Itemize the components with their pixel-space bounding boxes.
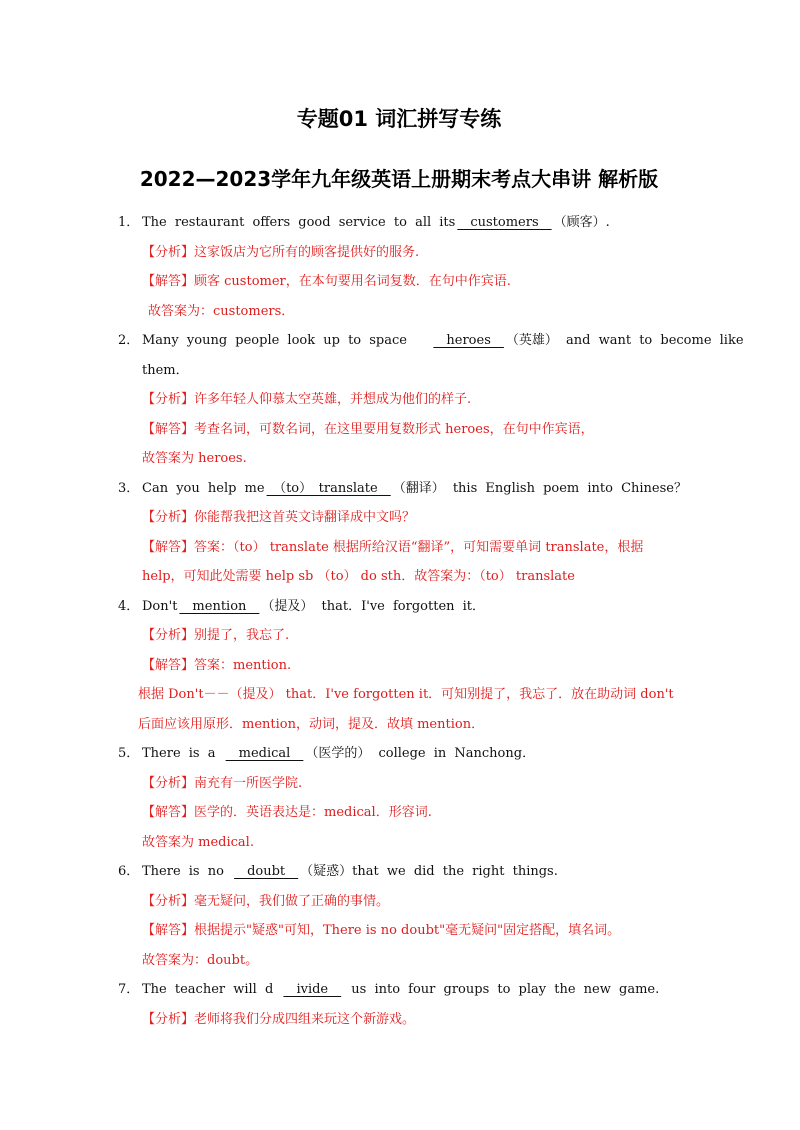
question-text: Can you help me — [142, 480, 265, 496]
analysis-7: 【分析】老师将我们分成四组来玩这个新游戏。 — [142, 1011, 416, 1027]
question-hint: （英雄） and want to become like — [505, 333, 744, 348]
question-number: 4． — [118, 598, 140, 614]
answer-blank: （to） translate — [266, 480, 391, 496]
question-1 — [118, 208, 680, 238]
question-hint: （顾客）. — [553, 215, 610, 230]
question-hint: （医学的） college in Nanchong． — [305, 746, 536, 761]
answer-4-explanation: 根据 Don't－－（提及） that．I've forgotten it．可知别提了，我忘了．放在助动词 don't — [138, 687, 674, 702]
answer-blank: customers — [457, 215, 552, 230]
answer-blank: doubt — [234, 864, 299, 879]
answer-blank: heroes — [433, 333, 504, 348]
final-answer-5: 故答案为 medical. — [142, 834, 254, 850]
answer-1: 【解答】顾客 customer，在本句要用名词复数．在句中作宾语. — [142, 274, 511, 289]
question-text: Many young people look up to space — [142, 333, 407, 348]
answer-blank: mention — [179, 598, 260, 614]
page-title: 专题01 词汇拼写专练 — [296, 107, 502, 131]
page-subtitle: 2022—2023学年九年级英语上册期末考点大串讲 解析版 — [139, 167, 659, 191]
analysis-3: 【分析】你能帮我把这首英文诗翻译成中文吗？ — [142, 510, 416, 525]
final-answer-2: 故答案为 heroes. — [142, 451, 247, 466]
question-hint: us into four groups to play the new game. — [351, 982, 660, 997]
question-number: 1． — [118, 215, 140, 230]
final-answer-1: 故答案为：customers． — [148, 303, 295, 319]
question-number: 5． — [118, 746, 140, 761]
question-4 — [118, 592, 680, 622]
question-text: There is no — [142, 864, 224, 879]
question-number: 6． — [118, 864, 140, 879]
answer-2: 【解答】考查名词，可数名词，在这里要用复数形式 heroes，在句中作宾语， — [142, 421, 594, 437]
question-text: The teacher will d — [142, 982, 274, 997]
analysis-1: 【分析】这家饭店为它所有的顾客提供好的服务. — [142, 244, 420, 260]
question-number: 3． — [118, 480, 140, 496]
analysis-4: 【分析】别提了，我忘了. — [142, 628, 290, 643]
question-6 — [118, 857, 680, 887]
analysis-5: 【分析】南充有一所医学院. — [142, 775, 303, 791]
analysis-2: 【分析】许多年轻人仰慕太空英雄，并想成为他们的样子. — [142, 392, 472, 407]
answer-6: 【解答】根据提示"疑惑"可知，There is no doubt"毫无疑问"固定搭配，填名词。 — [142, 923, 621, 938]
answer-4: 【解答】答案：mention. — [142, 657, 292, 673]
question-hint: （疑惑）that we did the right things. — [300, 864, 558, 879]
answer-4-explanation-continued: 后面应该用原形．mention，动词，提及．故填 mention． — [138, 716, 485, 732]
question-text: There is a — [142, 746, 216, 761]
final-answer-6: 故答案为：doubt。 — [142, 952, 259, 968]
question-7 — [118, 975, 680, 1005]
question-3 — [118, 474, 687, 504]
question-hint: （翻译） this English poem into Chinese？ — [392, 480, 687, 496]
question-text: The restaurant offers good service to all its — [142, 215, 456, 230]
question-5 — [118, 739, 680, 769]
question-number: 2． — [118, 333, 140, 348]
answer-blank: ivide — [283, 982, 342, 997]
answer-3: 【解答】答案：（to） translate 根据所给汉语“翻译”，可知需要单词 translate，根据 — [142, 539, 644, 555]
question-2-continued: them． — [142, 362, 189, 378]
question-number: 7． — [118, 982, 140, 997]
question-text: Don't — [142, 598, 178, 614]
answer-blank: medical — [225, 746, 304, 761]
answer-3-continued: help，可知此处需要 help sb （to） do sth．故答案为：（to） translate — [142, 569, 575, 584]
answer-5: 【解答】医学的．英语表达是：medical．形容词. — [142, 805, 432, 820]
question-2 — [118, 326, 744, 356]
question-hint: （提及） that．I've forgotten it． — [261, 598, 486, 614]
analysis-6: 【分析】毫无疑问，我们做了正确的事情。 — [142, 893, 390, 909]
